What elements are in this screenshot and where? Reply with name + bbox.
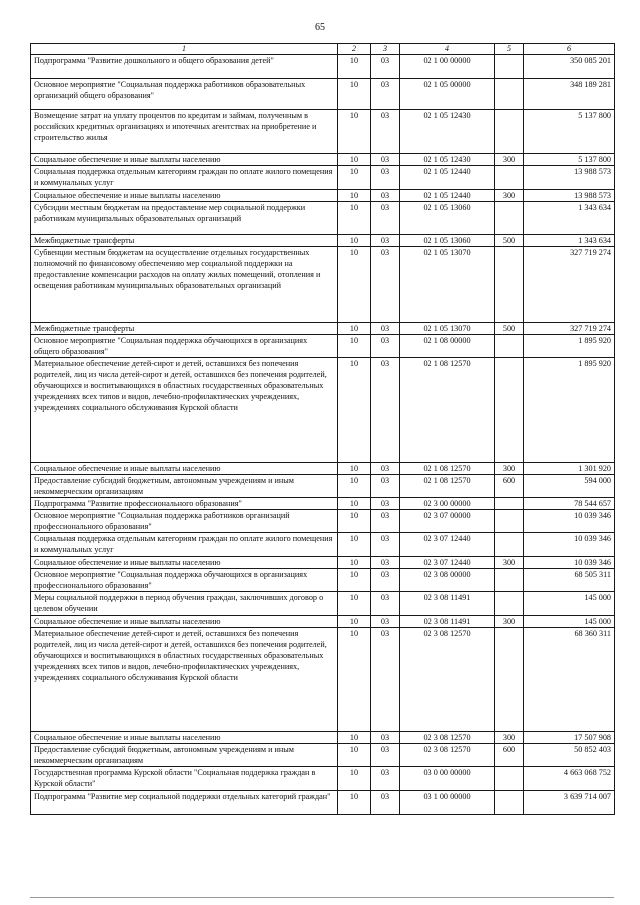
row-description: Субсидии местным бюджетам на предоставление мер социальной поддержки работникам муниципальных образовательных организаций [31,202,338,235]
row-expense-type: 300 [495,616,524,628]
row-expense-type [495,335,524,358]
row-amount: 1 895 920 [524,358,615,463]
row-section: 10 [338,744,371,767]
row-expense-type [495,569,524,592]
row-section: 10 [338,463,371,475]
row-amount: 145 000 [524,616,615,628]
row-amount: 68 505 311 [524,569,615,592]
row-description: Межбюджетные трансферты [31,235,338,247]
row-subsection: 03 [371,55,400,79]
row-target-code: 02 1 05 13070 [400,323,495,335]
row-description: Основное мероприятие "Социальная поддержка работников организаций профессионального образования" [31,510,338,533]
row-target-code: 02 3 08 11491 [400,592,495,616]
row-subsection: 03 [371,463,400,475]
table-row [31,498,615,510]
row-description: Подпрограмма "Развитие мер социальной поддержки отдельных категорий граждан" [31,791,338,815]
table-row [31,358,615,463]
row-description: Возмещение затрат на уплату процентов по кредитам и займам, полученным в российских кредитных организациях и ипотечных агентствах на приобретение и строительство жилья [31,110,338,154]
column-header: 2 [338,44,371,55]
row-description: Социальное обеспечение и иные выплаты населению [31,616,338,628]
row-amount: 10 039 346 [524,557,615,569]
row-amount: 1 895 920 [524,335,615,358]
row-description: Социальное обеспечение и иные выплаты населению [31,154,338,166]
row-subsection: 03 [371,323,400,335]
row-section: 10 [338,166,371,190]
row-target-code: 02 3 08 11491 [400,616,495,628]
row-description: Социальная поддержка отдельным категориям граждан по оплате жилого помещения и коммунальных услуг [31,533,338,557]
table-row [31,510,615,533]
table-row [31,247,615,323]
row-description: Подпрограмма "Развитие профессионального образования" [31,498,338,510]
row-target-code: 02 1 05 12440 [400,166,495,190]
row-expense-type: 300 [495,154,524,166]
table-row [31,190,615,202]
row-target-code: 02 1 05 12430 [400,110,495,154]
row-amount: 4 663 068 752 [524,767,615,791]
row-subsection: 03 [371,166,400,190]
row-expense-type [495,358,524,463]
row-amount: 145 000 [524,592,615,616]
row-description: Социальная поддержка отдельным категориям граждан по оплате жилого помещения и коммунальных услуг [31,166,338,190]
row-amount: 10 039 346 [524,533,615,557]
table-row [31,79,615,110]
row-description: Материальное обеспечение детей-сирот и детей, оставшихся без попечения родителей, лиц из числа детей-сирот и детей, оставшихся без попечения родителей, обучающихся и воспитывающихся в областных государственных образовательных учреждениях всех типов и видов, лечебно-профилактических учреждениях, учреждениях социального обслуживания Курской области [31,628,338,732]
budget-table [30,43,615,815]
row-amount: 17 507 908 [524,732,615,744]
row-expense-type [495,55,524,79]
table-row [31,767,615,791]
row-expense-type: 500 [495,235,524,247]
row-target-code: 02 1 05 13070 [400,247,495,323]
row-target-code: 02 1 08 12570 [400,463,495,475]
row-section: 10 [338,475,371,498]
row-section: 10 [338,202,371,235]
row-expense-type [495,79,524,110]
row-expense-type [495,202,524,235]
column-header: 4 [400,44,495,55]
row-subsection: 03 [371,744,400,767]
row-section: 10 [338,79,371,110]
row-subsection: 03 [371,247,400,323]
row-expense-type [495,592,524,616]
row-amount: 68 360 311 [524,628,615,732]
row-description: Предоставление субсидий бюджетным, автономным учреждениям и иным некоммерческим организациям [31,744,338,767]
row-expense-type: 300 [495,190,524,202]
row-target-code: 02 1 08 00000 [400,335,495,358]
row-target-code: 03 0 00 00000 [400,767,495,791]
row-target-code: 02 3 08 00000 [400,569,495,592]
row-target-code: 02 3 08 12570 [400,732,495,744]
row-target-code: 02 3 08 12570 [400,628,495,732]
row-subsection: 03 [371,767,400,791]
table-row [31,744,615,767]
row-description: Межбюджетные трансферты [31,323,338,335]
header-row [31,44,615,55]
row-section: 10 [338,323,371,335]
row-description: Основное мероприятие "Социальная поддержка обучающихся в организациях профессионального образования" [31,569,338,592]
row-section: 10 [338,510,371,533]
table-row [31,592,615,616]
row-target-code: 02 3 07 12440 [400,557,495,569]
row-description: Социальное обеспечение и иные выплаты населению [31,463,338,475]
row-description: Основное мероприятие "Социальная поддержка работников образовательных организаций общего образования" [31,79,338,110]
row-target-code: 02 3 07 12440 [400,533,495,557]
row-subsection: 03 [371,110,400,154]
row-subsection: 03 [371,533,400,557]
row-amount: 1 301 920 [524,463,615,475]
row-section: 10 [338,235,371,247]
row-amount: 348 189 281 [524,79,615,110]
row-target-code: 02 3 08 12570 [400,744,495,767]
row-description: Основное мероприятие "Социальная поддержка обучающихся в организациях общего образования" [31,335,338,358]
row-expense-type [495,110,524,154]
row-amount: 5 137 800 [524,110,615,154]
column-header: 1 [31,44,338,55]
row-amount: 13 988 573 [524,190,615,202]
row-subsection: 03 [371,616,400,628]
row-description: Предоставление субсидий бюджетным, автономным учреждениям и иным некоммерческим организациям [31,475,338,498]
row-subsection: 03 [371,557,400,569]
row-section: 10 [338,569,371,592]
row-amount: 1 343 634 [524,202,615,235]
row-expense-type: 300 [495,463,524,475]
row-amount: 350 085 201 [524,55,615,79]
row-description: Государственная программа Курской области "Социальная поддержка граждан в Курской области" [31,767,338,791]
table-row [31,110,615,154]
row-subsection: 03 [371,235,400,247]
table-row [31,557,615,569]
row-subsection: 03 [371,569,400,592]
row-target-code: 03 1 00 00000 [400,791,495,815]
row-subsection: 03 [371,498,400,510]
row-expense-type [495,510,524,533]
row-target-code: 02 1 08 12570 [400,358,495,463]
row-expense-type: 600 [495,744,524,767]
row-subsection: 03 [371,475,400,498]
table-row [31,166,615,190]
row-section: 10 [338,767,371,791]
row-section: 10 [338,592,371,616]
row-target-code: 02 1 05 00000 [400,79,495,110]
row-expense-type [495,247,524,323]
table-row [31,55,615,79]
row-expense-type: 500 [495,323,524,335]
row-target-code: 02 1 05 13060 [400,235,495,247]
row-subsection: 03 [371,628,400,732]
page-number: 65 [315,22,325,33]
row-expense-type: 300 [495,557,524,569]
row-expense-type [495,533,524,557]
row-target-code: 02 1 00 00000 [400,55,495,79]
row-expense-type [495,628,524,732]
table-row [31,154,615,166]
row-description: Меры социальной поддержки в период обучения граждан, заключивших договор о целевом обучении [31,592,338,616]
row-subsection: 03 [371,592,400,616]
row-amount: 327 719 274 [524,247,615,323]
row-amount: 594 000 [524,475,615,498]
row-subsection: 03 [371,510,400,533]
table-row [31,732,615,744]
table-row [31,616,615,628]
column-header: 5 [495,44,524,55]
row-description: Социальное обеспечение и иные выплаты населению [31,557,338,569]
row-section: 10 [338,55,371,79]
row-amount: 3 639 714 007 [524,791,615,815]
row-subsection: 03 [371,79,400,110]
row-subsection: 03 [371,732,400,744]
row-section: 10 [338,335,371,358]
table-row [31,569,615,592]
row-expense-type [495,767,524,791]
row-section: 10 [338,190,371,202]
row-subsection: 03 [371,358,400,463]
row-amount: 13 988 573 [524,166,615,190]
row-section: 10 [338,110,371,154]
row-section: 10 [338,247,371,323]
column-header: 3 [371,44,400,55]
row-amount: 1 343 634 [524,235,615,247]
row-amount: 10 039 346 [524,510,615,533]
row-amount: 5 137 800 [524,154,615,166]
row-expense-type [495,166,524,190]
row-target-code: 02 3 07 00000 [400,510,495,533]
row-expense-type: 300 [495,732,524,744]
bottom-divider [30,897,614,898]
row-section: 10 [338,154,371,166]
table-row [31,235,615,247]
table-row [31,463,615,475]
row-description: Субвенции местным бюджетам на осуществление отдельных государственных полномочий по финансовому обеспечению мер социальной поддержки на предоставление компенсации расходов на оплату жилых помещений, отопления и освещения работникам муниципальных образовательных организаций [31,247,338,323]
row-subsection: 03 [371,154,400,166]
row-subsection: 03 [371,791,400,815]
row-section: 10 [338,791,371,815]
row-section: 10 [338,358,371,463]
column-header: 6 [524,44,615,55]
row-target-code: 02 1 05 12430 [400,154,495,166]
row-section: 10 [338,498,371,510]
row-subsection: 03 [371,335,400,358]
row-description: Социальное обеспечение и иные выплаты населению [31,732,338,744]
row-expense-type [495,791,524,815]
table-row [31,202,615,235]
row-subsection: 03 [371,190,400,202]
row-section: 10 [338,628,371,732]
row-target-code: 02 1 05 12440 [400,190,495,202]
table-row [31,628,615,732]
table-row [31,475,615,498]
row-description: Социальное обеспечение и иные выплаты населению [31,190,338,202]
row-expense-type: 600 [495,475,524,498]
row-expense-type [495,498,524,510]
table-row [31,335,615,358]
row-description: Подпрограмма "Развитие дошкольного и общего образования детей" [31,55,338,79]
row-target-code: 02 1 08 12570 [400,475,495,498]
row-section: 10 [338,533,371,557]
row-target-code: 02 1 05 13060 [400,202,495,235]
row-target-code: 02 3 00 00000 [400,498,495,510]
table-row [31,323,615,335]
row-subsection: 03 [371,202,400,235]
row-section: 10 [338,732,371,744]
row-amount: 78 544 657 [524,498,615,510]
table-row [31,533,615,557]
row-description: Материальное обеспечение детей-сирот и детей, оставшихся без попечения родителей, лиц из числа детей-сирот и детей, оставшихся без попечения родителей, обучающихся и воспитывающихся в областных государственных образовательных учреждениях всех типов и видов, лечебно-профилактических учреждениях, учреждениях социального обслуживания Курской области [31,358,338,463]
row-amount: 327 719 274 [524,323,615,335]
table-row [31,791,615,815]
table-body [31,55,615,815]
row-section: 10 [338,616,371,628]
row-amount: 50 852 403 [524,744,615,767]
row-section: 10 [338,557,371,569]
